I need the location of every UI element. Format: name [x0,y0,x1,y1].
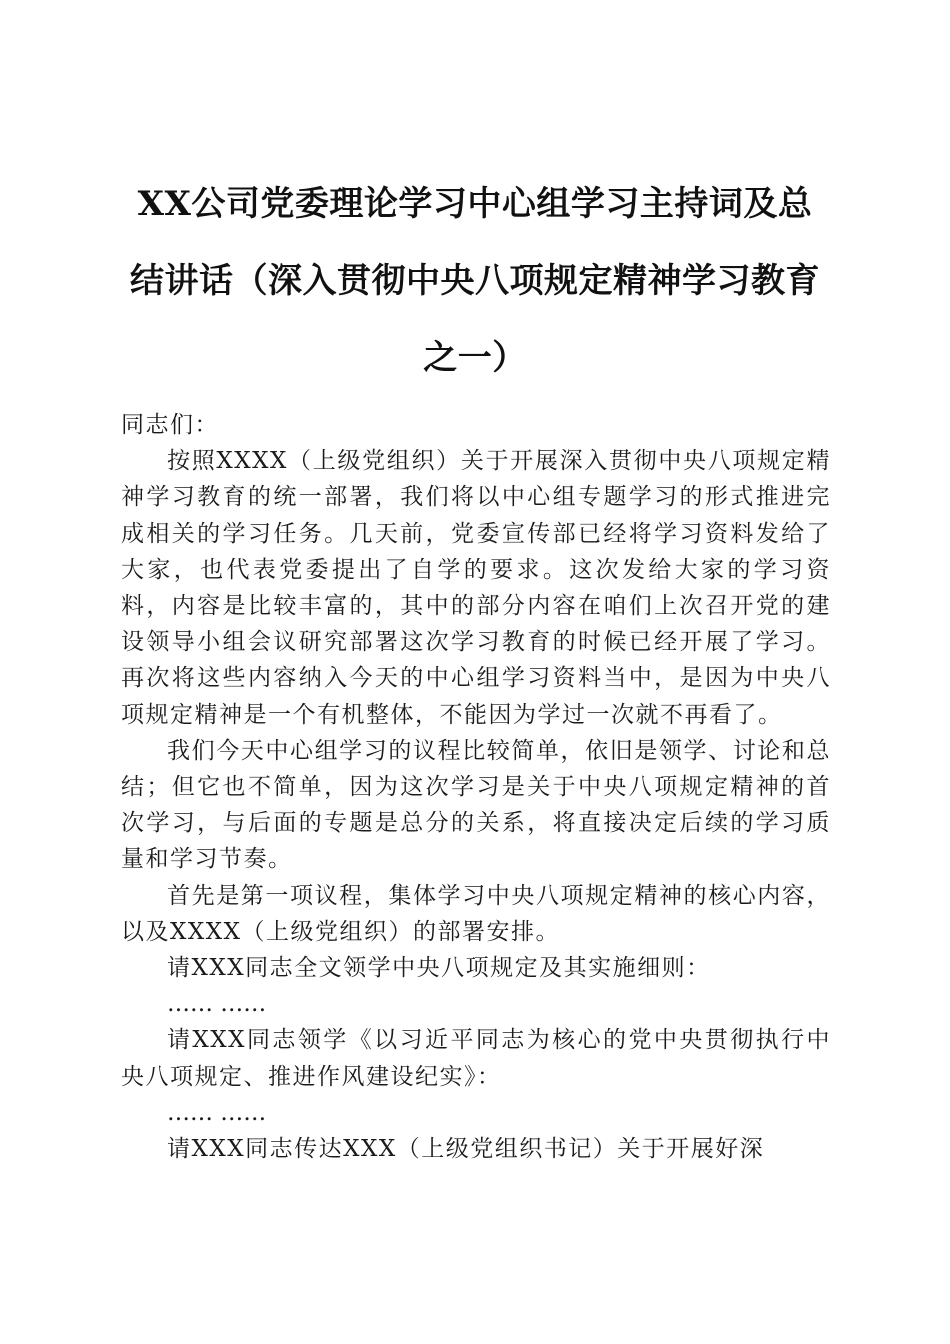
document-body [121,407,831,1167]
paragraph-lead-study-1: 请XXX同志全文领学中央八项规定及其实施细则： [167,955,711,982]
document-title [110,166,840,397]
ellipsis-line: …… …… [167,1099,267,1126]
title-line-1: XX公司党委理论学习中心组学习主持词及总 [137,184,813,224]
paragraph-relay: 请XXX同志传达XXX（上级党组织书记）关于开展好深 [167,1136,765,1163]
title-line-3: 之一） [423,338,527,378]
title-line-2: 结讲话（深入贯彻中央八项规定精神学习教育 [130,261,820,301]
paragraph-lead-study-2: 请XXX同志领学《以习近平同志为核心的党中央贯彻执行中央八项规定、推进作风建设纪实》： [121,1027,831,1090]
salutation: 同志们： [121,412,219,438]
paragraph-agenda: 我们今天中心组学习的议程比较简单，依旧是领学、讨论和总结；但它也不简单，因为这次学习是关于中央八项规定精神的首次学习，与后面的专题是总分的关系，将直接决定后续的学习质量和学习节奏。 [121,737,831,873]
ellipsis-line: …… …… [167,991,267,1018]
paragraph-first-item: 首先是第一项议程，集体学习中央八项规定精神的核心内容，以及XXXX（上级党组织）的部署安排。 [121,882,831,945]
paragraph-intro: 按照XXXX（上级党组织）关于开展深入贯彻中央八项规定精神学习教育的统一部署，我们将以中心组专题学习的形式推进完成相关的学习任务。几天前，党委宣传部已经将学习资料发给了大家，也代表党委提出了自学的要求。这次发给大家的学习资料，内容是比较丰富的，其中的部分内容在咱们上次召开党的建设领导小组会议研究部署这次学习教育的时候已经开展了学习。再次将这些内容纳入今天的中心组学习资料当中，是因为中央八项规定精神是一个有机整体，不能因为学过一次就不再看了。 [121,448,831,728]
